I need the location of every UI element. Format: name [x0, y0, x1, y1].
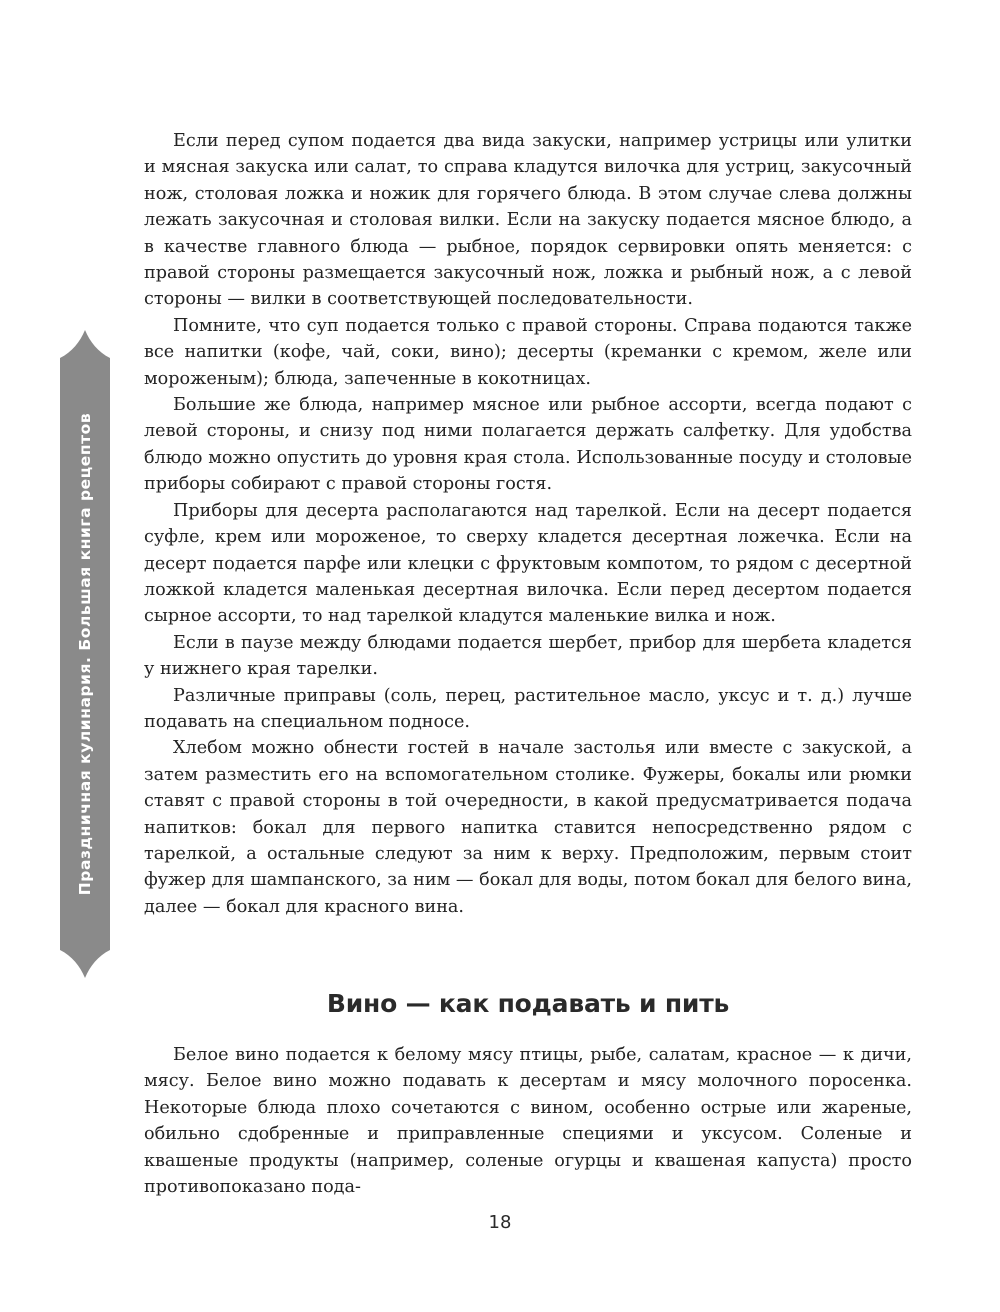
paragraph: Приборы для десерта располагаются над тарелкой. Если на десерт подается суфле, крем или мороженое, то сверху кладется десертная ложечка. Если на десерт подается парфе или клецки с фруктовым компотом, то рядом с десертной ложкой кладется маленькая десертная вилочка. Если перед десертом подается сырное ассорти, то над тарелкой кладутся маленькие вилка и нож.	[144, 500, 912, 627]
paragraph: Большие же блюда, например мясное или рыбное ассорти, всегда подают с левой стороны, и снизу под ними полагается держать салфетку. Для удобства блюдо можно опустить до уровня края стола. Использованные посуду и столовые приборы собирают с правой стороны гостя.	[144, 395, 912, 495]
paragraph: Различные приправы (соль, перец, растительное масло, уксус и т. д.) лучше подавать на специальном подносе.	[144, 685, 912, 732]
side-tab	[60, 330, 110, 978]
section-text	[144, 1042, 912, 1200]
paragraph: Помните, что суп подается только с правой стороны. Справа подаются также все напитки (кофе, чай, соки, вино); десерты (креманки с кремом, желе или мороженым); блюда, запеченные в кокотницах.	[144, 315, 912, 389]
paragraph: Если перед супом подается два вида закуски, например устрицы или улитки и мясная закуска или салат, то справа кладутся вилочка для устриц, закусочный нож, столовая ложка и ножик для горячего блюда. В этом случае слева должны лежать закусочная и столовая вилки. Если на закуску подается мясное блюдо, а в качестве главного блюда — рыбное, порядок сервировки опять меняется: с правой стороны размещается закусочный нож, ложка и рыбный нож, а с левой стороны — вилки в соответствующей последовательности.	[144, 131, 912, 310]
page-number: 18	[488, 1212, 512, 1233]
paragraph: Хлебом можно обнести гостей в начале застолья или вместе с закуской, а затем разместить его на вспомогательном столике. Фужеры, бокалы или рюмки ставят с правой стороны в той очередности, в какой предусматривается подача напитков: бокал для первого напитка ставится непосредственно рядом с тарелкой, а остальные следуют за ним к верху. Предположим, первым стоит фужер для шампанского, за ним — бокал для воды, потом бокал для белого вина, далее — бокал для красного вина.	[144, 738, 912, 917]
section-heading: Вино — как подавать и пить	[326, 989, 730, 1018]
main-text	[144, 128, 912, 920]
side-tab-label: Праздничная кулинария. Большая книга рецептов	[76, 412, 94, 896]
paragraph: Белое вино подается к белому мясу птицы, рыбе, салатам, красное — к дичи, мясу. Белое вино можно подавать к десертам и мясу молочного поросенка. Некоторые блюда плохо сочетаются с вином, особенно острые или жареные, обильно сдобренные и приправленные специями и уксусом. Соленые и квашеные продукты (например, соленые огурцы и квашеная капуста) просто противопоказано пода-	[144, 1045, 912, 1198]
paragraph: Если в паузе между блюдами подается шербет, прибор для шербета кладется у нижнего края тарелки.	[144, 632, 912, 680]
